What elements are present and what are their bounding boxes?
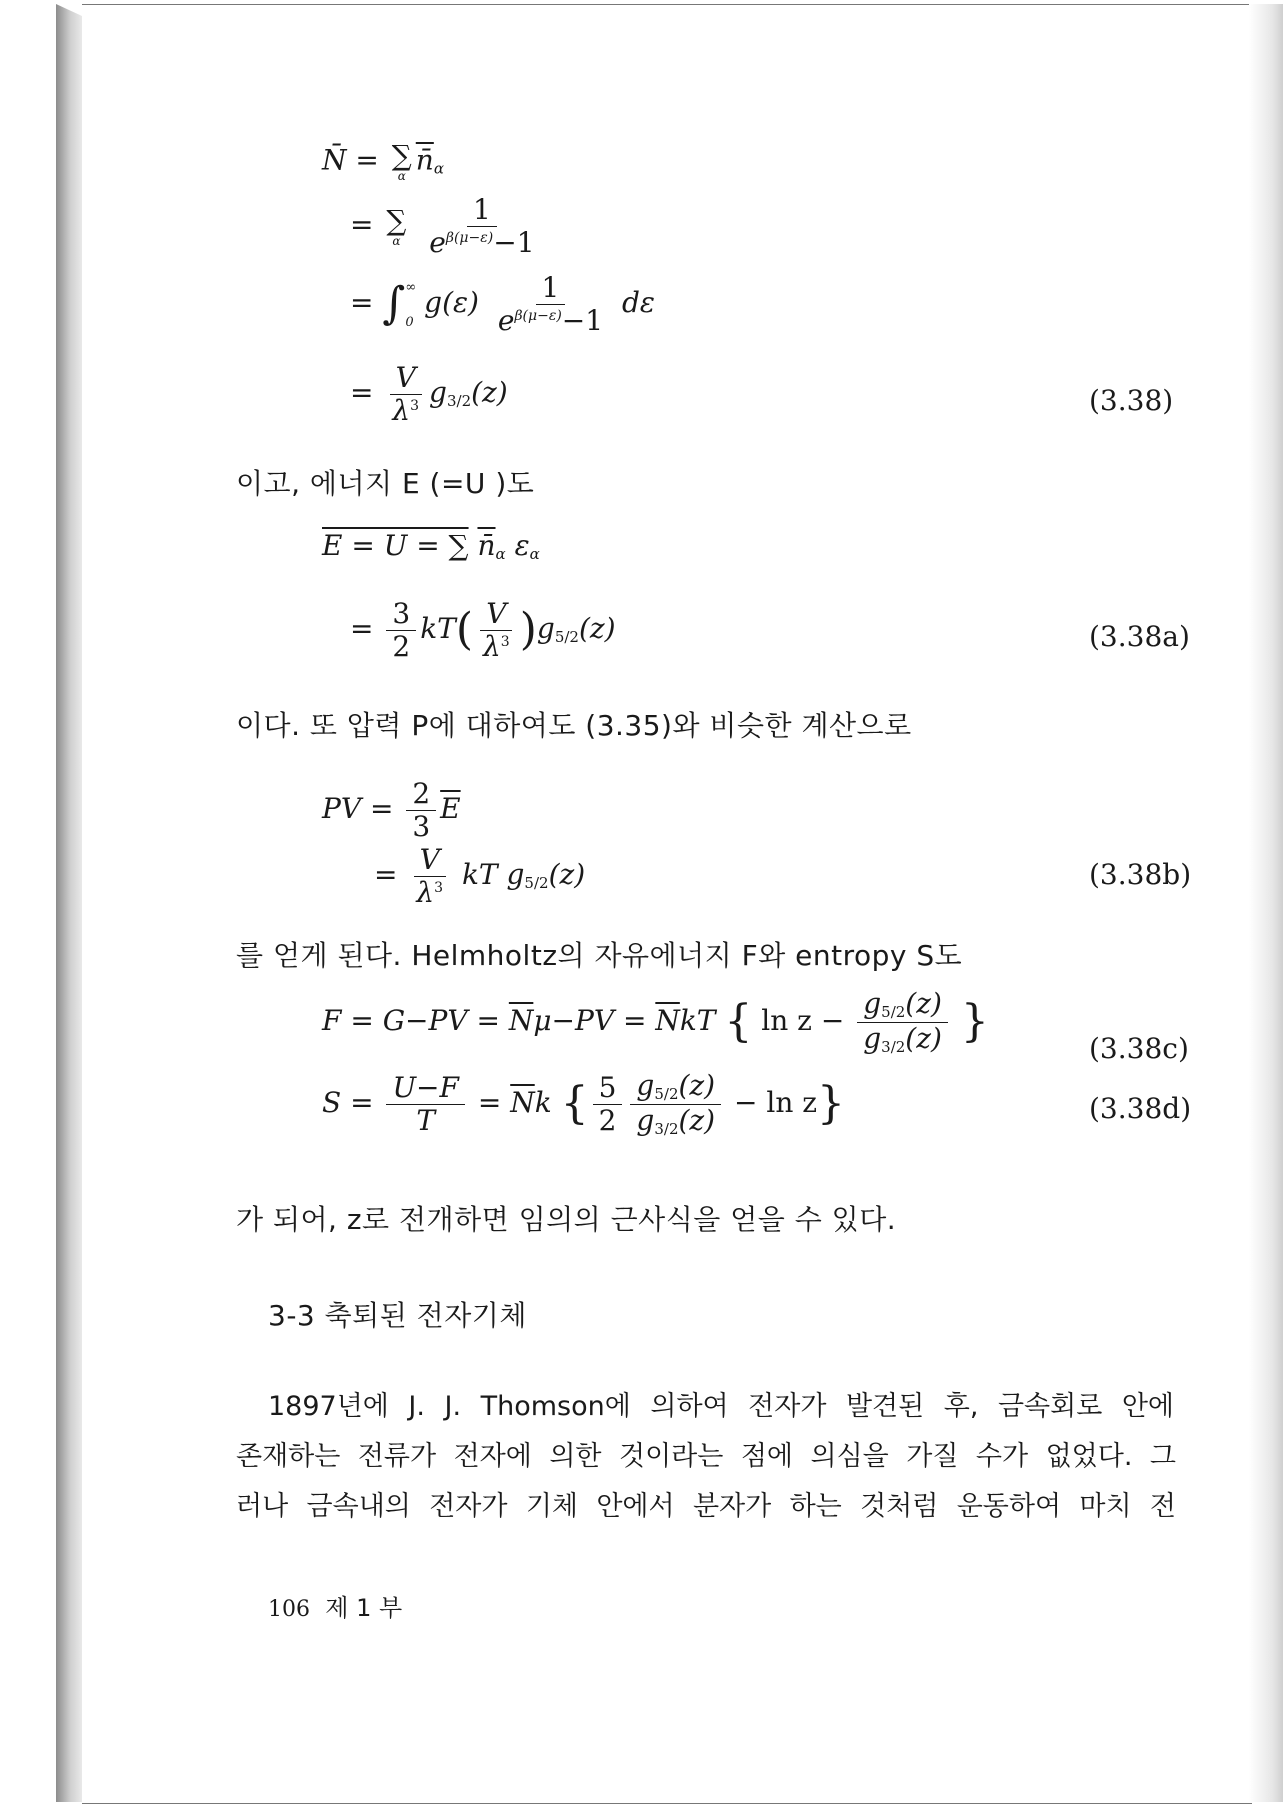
text-line: 이고, 에너지 E (=U )도 <box>236 467 535 500</box>
equation-number: (3.38b) <box>1089 858 1192 891</box>
equation-number: (3.38a) <box>1089 620 1190 653</box>
section-heading: 3-3 축퇴된 전자기체 <box>268 1299 527 1332</box>
part-label: 제 1 부 <box>325 1594 403 1622</box>
page-footer <box>268 1588 402 1623</box>
text-line: 를 얻게 된다. Helmholtz의 자유에너지 F와 entropy S도 <box>236 939 963 972</box>
paragraph-line: 1897년에 J. J. Thomson에 의하여 전자가 발견된 후, 금속회로 안에 <box>268 1391 1174 1422</box>
paragraph-line: 존재하는 전류가 전자에 의한 것이라는 점에 의심을 가질 수가 없었다. 그 <box>236 1441 1176 1472</box>
text-line: 가 되어, z로 전개하면 임의의 근사식을 얻을 수 있다. <box>236 1203 897 1236</box>
equation-term: n̄ <box>415 143 434 177</box>
equation-pv-expansion: = $\frac{V}{\lambda^3}$ kT $g_{5/2}(z)$ <box>374 843 586 909</box>
text-line: 이다. 또 압력 P에 대하여도 (3.35)와 비슷한 계산으로 <box>236 709 912 742</box>
equation-energy-expansion: = $\frac{3}{2}$ kT( $\frac{V}{\lambda^3}$ )$g_{5/2}(z)$ <box>350 597 616 663</box>
sum-symbol: ∑ α <box>391 139 412 183</box>
equation-number: (3.38) <box>1089 384 1174 417</box>
page-edge-shadow <box>1249 4 1283 1802</box>
equation-lhs: N̄ = <box>322 143 388 177</box>
equation-number: (3.38c) <box>1089 1032 1189 1065</box>
equation-integral: = ∫ ∞ 0 g(ε) $\frac{1}{e^{\beta(\mu-\varepsilon)}-1}$ dε <box>350 271 655 337</box>
book-spine <box>56 4 82 1802</box>
paragraph-line: 러나 금속내의 전자가 기체 안에서 분자가 하는 것처럼 운동하여 마치 전 <box>236 1491 1176 1522</box>
equation-subscript: α <box>433 159 444 178</box>
fraction: $\frac{1}{e^{\beta(\mu-\varepsilon)}-1}$ <box>429 193 535 259</box>
equation-energy: E = U = ∑ $n̄_\alpha$ $\varepsilon_\alpha$ <box>322 529 540 563</box>
equation-free-energy: $F = G-PV = \overline{N}\mu-PV = \overline{N}kT$ { ln z − $\frac{g_{5/2}(z)}{g_{3/2}(z)}$ } <box>322 987 989 1056</box>
equation-number: (3.38d) <box>1089 1092 1192 1125</box>
equation-sum-bose: = ∑ α $\frac{1}{e^{\beta(\mu-\varepsilon)}-1}$ <box>350 196 545 257</box>
equation-entropy: S = $\frac{U-F}{T}$ = $\overline{N}k$ { $\frac{5}{2}$ $\frac{g_{5/2}(z)}{g_{3/2}(z)}$ − ln z} <box>322 1069 846 1138</box>
equation-pv: PV = $\frac{2}{3}$ $\overline{E}$ <box>322 777 461 843</box>
page-number: 106 <box>268 1597 310 1622</box>
book-page <box>82 4 1252 1804</box>
equation-n-sum <box>322 139 444 183</box>
equation-v-lambda: = $\frac{V}{\lambda^3}$ $g_{3/2}(z)$ <box>350 361 508 427</box>
